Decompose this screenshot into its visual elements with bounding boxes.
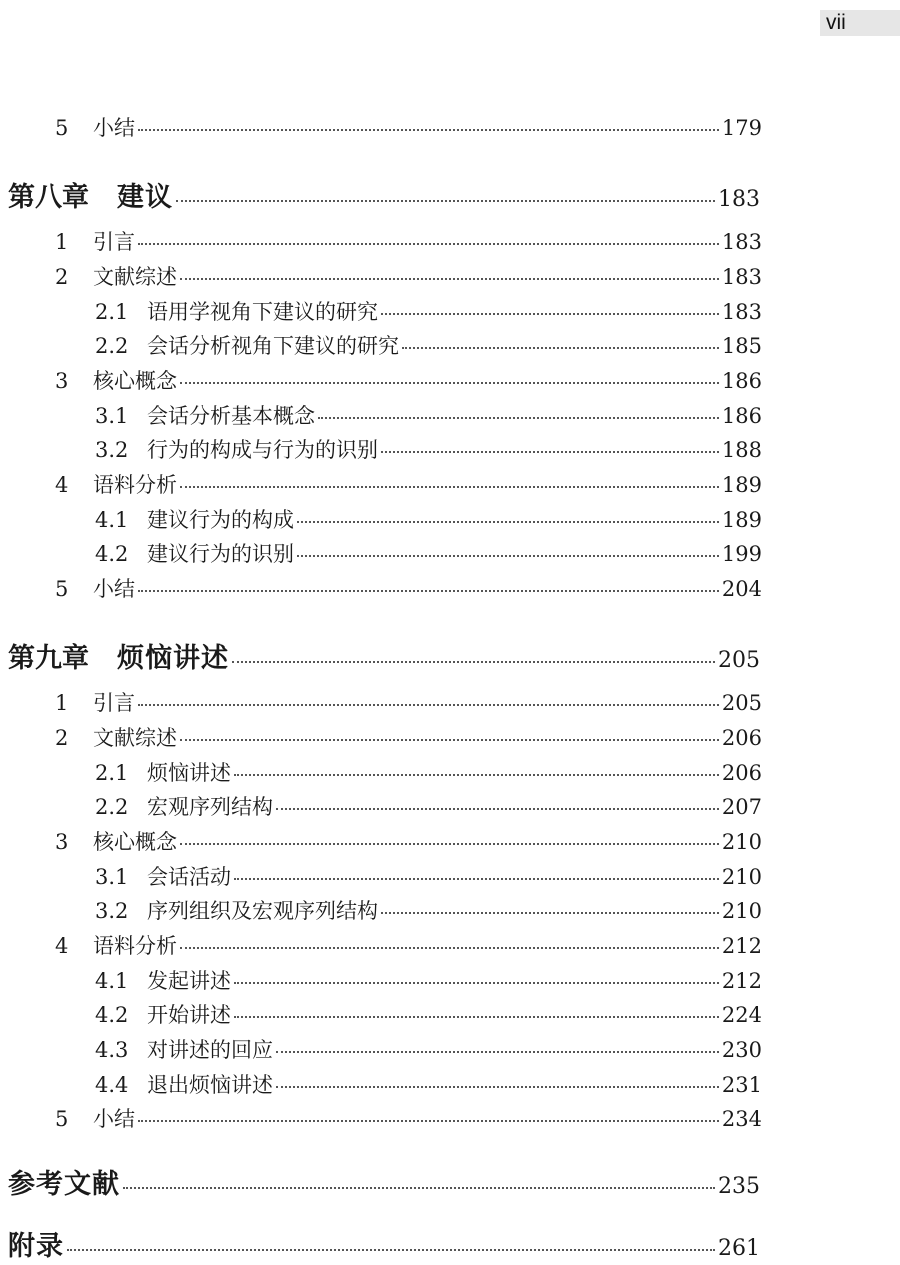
toc-entry — [95, 400, 762, 430]
dot-leader — [297, 555, 719, 557]
toc-entry-page: 204 — [721, 577, 762, 601]
dot-leader — [276, 808, 719, 810]
toc-entry-page: 206 — [721, 726, 762, 750]
toc-entry-number: 2.1 — [95, 300, 129, 324]
toc-entry-number: 4.2 — [95, 542, 129, 566]
toc-entry-title: 行为的构成与行为的识别 — [147, 438, 378, 462]
toc-entry-title: 小结 — [93, 1107, 135, 1131]
toc-entry-page: 235 — [718, 1174, 760, 1199]
toc-entry-title: 核心概念 — [93, 369, 177, 393]
toc-entry-page: 212 — [721, 934, 762, 958]
dot-leader — [234, 1016, 719, 1018]
toc-entry-number: 2 — [55, 265, 69, 289]
dot-leader — [180, 739, 719, 741]
toc-entry-page: 186 — [721, 404, 762, 428]
toc-entry — [55, 469, 762, 499]
dot-leader — [176, 200, 715, 202]
toc-entry-title: 附录 — [8, 1231, 64, 1262]
toc-entry-number: 2.2 — [95, 795, 129, 819]
toc-entry-number: 4 — [55, 473, 69, 497]
toc-entry-number: 5 — [55, 1107, 69, 1131]
toc-entry-number: 2 — [55, 726, 69, 750]
toc-chapter-entry — [8, 636, 760, 675]
toc-entry-title: 建议行为的识别 — [147, 542, 294, 566]
dot-leader — [276, 1086, 719, 1088]
toc-chapter-entry — [8, 175, 760, 214]
toc-entry-title: 会话分析基本概念 — [147, 404, 315, 428]
toc-entry-page: 189 — [721, 473, 762, 497]
toc-entry — [55, 722, 762, 752]
toc-entry-title: 宏观序列结构 — [147, 795, 273, 819]
toc-entry-number: 3.2 — [95, 438, 129, 462]
dot-leader — [180, 382, 719, 384]
toc-entry-page: 207 — [721, 795, 762, 819]
toc-entry-page: 183 — [721, 230, 762, 254]
toc-entry-title: 建议 — [117, 182, 173, 213]
toc-entry-page: 186 — [721, 369, 762, 393]
dot-leader — [67, 1249, 715, 1251]
toc-entry-page: 205 — [721, 691, 762, 715]
toc-entry-title: 引言 — [93, 691, 135, 715]
toc-entry-page: 206 — [721, 761, 762, 785]
toc-entry-page: 231 — [721, 1073, 762, 1097]
toc-entry — [55, 365, 762, 395]
toc-entry-title: 会话活动 — [147, 865, 231, 889]
toc-entry — [95, 965, 762, 995]
toc-entry-page: 261 — [718, 1236, 760, 1261]
toc-entry-number: 3.2 — [95, 899, 129, 923]
toc-entry-page: 183 — [718, 187, 760, 212]
toc-entry-title: 参考文献 — [8, 1169, 120, 1200]
toc-entry-title: 烦恼讲述 — [147, 761, 231, 785]
dot-leader — [138, 704, 719, 706]
toc-entry-page: 224 — [721, 1003, 762, 1027]
toc-entry-title: 文献综述 — [93, 265, 177, 289]
toc-entry — [95, 1034, 762, 1064]
toc-entry — [95, 757, 762, 787]
toc-entry-number: 3.1 — [95, 404, 129, 428]
toc-entry-number: 5 — [55, 577, 69, 601]
toc-entry — [95, 999, 762, 1029]
dot-leader — [138, 590, 719, 592]
toc-entry-page: 212 — [721, 969, 762, 993]
toc-entry-title: 小结 — [93, 577, 135, 601]
toc-entry-number: 1 — [55, 230, 69, 254]
toc-chapter-entry — [8, 1224, 760, 1263]
dot-leader — [138, 129, 719, 131]
toc-entry-number: 5 — [55, 116, 69, 140]
dot-leader — [138, 243, 719, 245]
toc-entry — [55, 261, 762, 291]
dot-leader — [180, 843, 719, 845]
page-number: vii — [820, 10, 900, 36]
toc-entry-number: 4 — [55, 934, 69, 958]
toc-entry-title: 核心概念 — [93, 830, 177, 854]
toc-entry-number: 4.1 — [95, 508, 129, 532]
toc-entry — [55, 826, 762, 856]
dot-leader — [123, 1187, 715, 1189]
toc-entry-page: 210 — [721, 899, 762, 923]
dot-leader — [381, 313, 719, 315]
toc-entry — [55, 112, 762, 142]
toc-entry-title: 语用学视角下建议的研究 — [147, 300, 378, 324]
toc-entry — [55, 930, 762, 960]
dot-leader — [318, 417, 719, 419]
toc-entry-page: 210 — [721, 865, 762, 889]
toc-entry-page: 183 — [721, 300, 762, 324]
dot-leader — [138, 1120, 719, 1122]
toc-entry-number: 4.4 — [95, 1073, 129, 1097]
toc-entry-title: 发起讲述 — [147, 969, 231, 993]
toc-entry-title: 建议行为的构成 — [147, 508, 294, 532]
toc-entry-title: 语料分析 — [93, 934, 177, 958]
toc-entry — [95, 434, 762, 464]
dot-leader — [232, 661, 715, 663]
toc-entry — [95, 791, 762, 821]
dot-leader — [234, 774, 719, 776]
toc-entry — [55, 1103, 762, 1133]
dot-leader — [180, 278, 719, 280]
toc-entry-number: 2.2 — [95, 334, 129, 358]
toc-entry-page: 234 — [721, 1107, 762, 1131]
toc-entry-title: 引言 — [93, 230, 135, 254]
toc-entry-title: 文献综述 — [93, 726, 177, 750]
toc-entry — [95, 538, 762, 568]
toc-entry-page: 210 — [721, 830, 762, 854]
toc-entry-number: 第八章 — [8, 182, 89, 213]
toc-entry-title: 对讲述的回应 — [147, 1038, 273, 1062]
toc-entry-number: 4.1 — [95, 969, 129, 993]
toc-entry — [95, 330, 762, 360]
toc-entry — [55, 226, 762, 256]
dot-leader — [180, 947, 719, 949]
toc-entry-page: 189 — [721, 508, 762, 532]
toc-entry-page: 205 — [718, 648, 760, 673]
dot-leader — [234, 982, 719, 984]
dot-leader — [381, 912, 719, 914]
toc-entry-number: 3 — [55, 830, 69, 854]
toc-entry-number: 3 — [55, 369, 69, 393]
toc-entry — [95, 895, 762, 925]
toc-entry — [95, 1069, 762, 1099]
toc-chapter-entry — [8, 1162, 760, 1201]
toc-entry-title: 语料分析 — [93, 473, 177, 497]
toc-entry-title: 会话分析视角下建议的研究 — [147, 334, 399, 358]
dot-leader — [276, 1051, 719, 1053]
toc-entry-page: 188 — [721, 438, 762, 462]
toc-entry-number: 2.1 — [95, 761, 129, 785]
toc-entry — [95, 861, 762, 891]
toc-entry-title: 退出烦恼讲述 — [147, 1073, 273, 1097]
toc-entry — [55, 687, 762, 717]
toc-entry-number: 3.1 — [95, 865, 129, 889]
toc-entry-page: 179 — [721, 116, 762, 140]
dot-leader — [180, 486, 719, 488]
toc-entry — [55, 573, 762, 603]
toc-entry-number: 4.2 — [95, 1003, 129, 1027]
toc-entry — [95, 504, 762, 534]
toc-entry-page: 183 — [721, 265, 762, 289]
dot-leader — [402, 347, 719, 349]
dot-leader — [234, 878, 719, 880]
toc-entry-title: 小结 — [93, 116, 135, 140]
dot-leader — [381, 451, 719, 453]
toc-entry-title: 烦恼讲述 — [117, 643, 229, 674]
toc-entry-page: 230 — [721, 1038, 762, 1062]
toc-entry-title: 开始讲述 — [147, 1003, 231, 1027]
dot-leader — [297, 521, 719, 523]
toc-entry-number: 第九章 — [8, 643, 89, 674]
toc-entry — [95, 296, 762, 326]
toc-entry-number: 1 — [55, 691, 69, 715]
toc-entry-page: 185 — [721, 334, 762, 358]
toc-entry-title: 序列组织及宏观序列结构 — [147, 899, 378, 923]
toc-entry-number: 4.3 — [95, 1038, 129, 1062]
toc-entry-page: 199 — [721, 542, 762, 566]
